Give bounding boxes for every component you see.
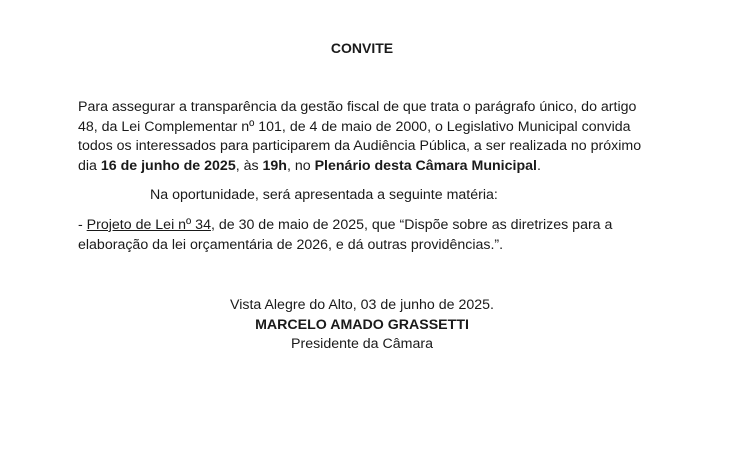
hearing-date: 16 de junho de 2025: [100, 158, 236, 175]
matter-text: , de 30 de maio de 2025, que “Dispõe sobre as diretrizes para a elaboração da lei orçamentária de 2026, e dá outras providências.”.: [78, 217, 613, 253]
place-date: Vista Alegre do Alto, 03 de junho de 2025.: [230, 297, 494, 313]
hearing-place: Plenário desta Câmara Municipal: [314, 158, 537, 175]
matter-prefix: -: [78, 217, 87, 233]
matter-paragraph: [78, 216, 658, 255]
signature-block: [0, 296, 724, 355]
document-title: CONVITE: [330, 40, 394, 56]
signer-name: MARCELO AMADO GRASSETTI: [255, 316, 469, 333]
hearing-time: 19h: [262, 158, 287, 175]
invitation-text-b: , às: [235, 158, 263, 175]
invitation-text-d: .: [536, 158, 541, 175]
invitation-paragraph: [78, 98, 658, 177]
invitation-text-a: Para assegurar a transparência da gestão fiscal de que trata o parágrafo único, do artigo 48, da Lei Complementar nº 101, de 4 de maio de 2000, o Legislativo Municipal convida todos os interessados para participarem da Audiência Pública, a ser realizada no próximo dia: [78, 99, 642, 175]
signer-role: Presidente da Câmara: [291, 336, 433, 353]
opportunity-paragraph: Na oportunidade, será apresentada a seguinte matéria:: [150, 187, 498, 203]
project-link[interactable]: Projeto de Lei nº 34: [86, 217, 211, 233]
invitation-text-c: , no: [286, 158, 315, 175]
